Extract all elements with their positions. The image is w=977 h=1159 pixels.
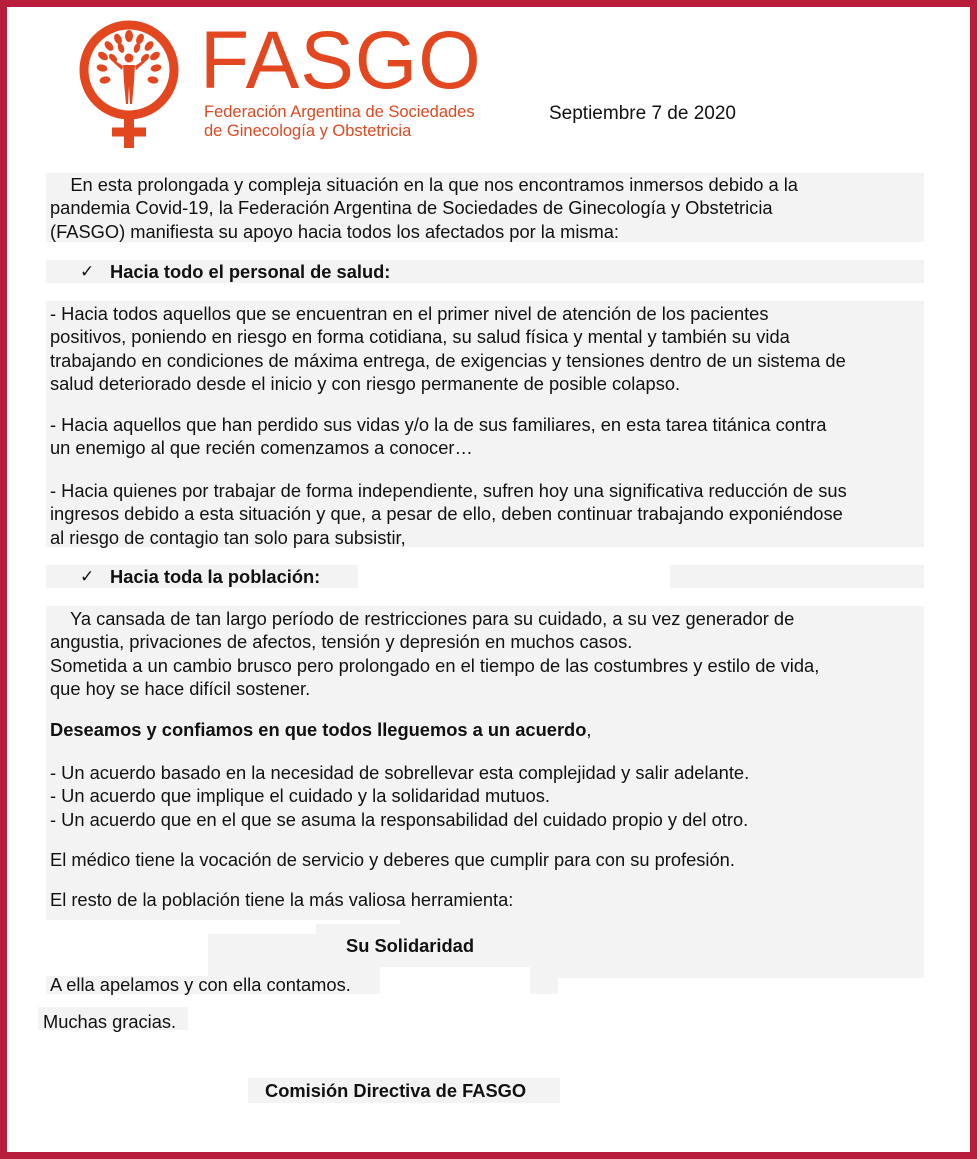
text-line: al riesgo de contagio tan solo para subsistir, — [50, 526, 406, 548]
brand-subtitle-line: de Ginecología y Obstetricia — [204, 122, 412, 140]
brand-name: FASGO — [200, 15, 482, 106]
wish-tail: , — [586, 719, 592, 740]
text-line: angustia, privaciones de afectos, tensión y depresión en muchos casos. — [50, 631, 633, 653]
appeal-statement: A ella apelamos y con ella contamos. — [50, 974, 351, 995]
white-gap — [316, 920, 400, 924]
text-line: que hoy se hace difícil sostener. — [50, 678, 311, 700]
list-item: - Un acuerdo que en el que se asuma la responsabilidad del cuidado propio y del otro. — [50, 808, 749, 830]
white-gap — [46, 920, 208, 976]
brand-subtitle-line: Federación Argentina de Sociedades — [204, 103, 475, 121]
brand-subtitle — [204, 103, 475, 141]
agreement-list — [50, 761, 749, 831]
doctor-statement: El médico tiene la vocación de servicio y deberes que cumplir para con su profesión. — [50, 849, 735, 870]
text-line: trabajando en condiciones de máxima entrega, de exigencias y tensiones dentro de un sistema de — [50, 349, 846, 371]
checkmark-icon: ✓ — [80, 262, 95, 281]
text-line: positivos, poniendo en riesgo en forma cotidiana, su salud física y mental y también su vida — [50, 326, 790, 348]
body-paragraph — [50, 302, 846, 396]
text-line: - Hacia todos aquellos que se encuentran en el primer nivel de atención de los pacientes — [50, 303, 769, 324]
list-item: - Un acuerdo que implique el cuidado y la solidaridad mutuos. — [50, 785, 550, 807]
body-paragraph — [50, 607, 819, 701]
text-line: ingresos debido a esta situación y que, a pesar de ello, deben continuar trabajando exponiéndose — [50, 503, 843, 525]
solidarity-heading: Su Solidaridad — [346, 935, 474, 956]
rest-statement: El resto de la población tiene la más valiosa herramienta: — [50, 889, 514, 910]
shading-block — [670, 565, 924, 588]
white-gap — [208, 920, 316, 934]
body-paragraph — [50, 479, 847, 549]
fasgo-logo-icon — [76, 14, 186, 150]
wish-bold: Deseamos y confiamos en que todos lleguemos a un acuerdo — [50, 719, 587, 740]
body-paragraph — [50, 413, 826, 460]
signature: Comisión Directiva de FASGO — [265, 1080, 527, 1101]
text-line: un enemigo al que recién comenzamos a conocer… — [50, 437, 473, 459]
text-line: Sometida a un cambio brusco pero prolongado en el tiempo de las costumbres y estilo de vida, — [50, 654, 820, 676]
intro-paragraph — [50, 173, 798, 243]
text-line: salud deteriorado desde el inicio y con riesgo permanente de posible colapso. — [50, 373, 681, 395]
section-heading: Hacia todo el personal de salud: — [110, 261, 391, 282]
list-item: - Un acuerdo basado en la necesidad de sobrellevar esta complejidad y salir adelante. — [50, 762, 750, 783]
text-line: - Hacia aquellos que han perdido sus vidas y/o la de sus familiares, en esta tarea titánica contra — [50, 414, 827, 435]
section-heading: Hacia toda la población: — [110, 566, 321, 587]
text-line: (FASGO) manifiesta su apoyo hacia todos los afectados por la misma: — [50, 220, 620, 242]
text-line: Ya cansada de tan largo período de restricciones para su cuidado, a su vez generador de — [50, 608, 795, 629]
text-line: - Hacia quienes por trabajar de forma independiente, sufren hoy una significativa reducción de sus — [50, 480, 847, 501]
wish-statement — [50, 718, 591, 741]
text-line: En esta prolongada y compleja situación en la que nos encontramos inmersos debido a la — [50, 174, 798, 195]
text-line: pandemia Covid-19, la Federación Argentina de Sociedades de Ginecología y Obstetricia — [50, 197, 773, 219]
thanks-text: Muchas gracias. — [43, 1011, 177, 1032]
checkmark-icon: ✓ — [80, 567, 95, 586]
letter-date: Septiembre 7 de 2020 — [549, 103, 736, 124]
white-gap — [380, 967, 530, 994]
